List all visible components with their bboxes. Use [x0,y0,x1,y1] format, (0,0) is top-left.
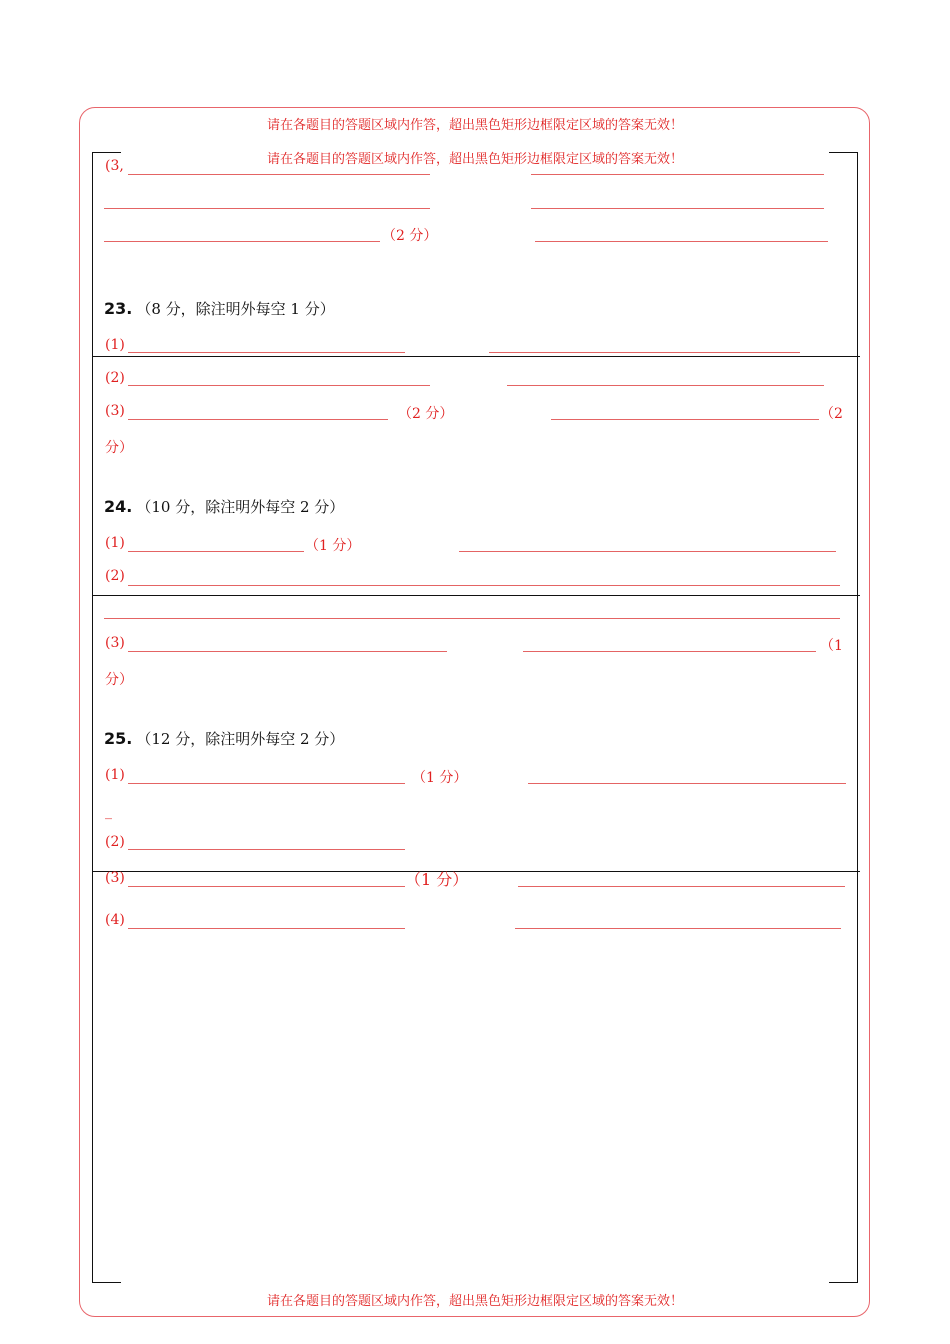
q24-score-3-close: 分） [105,672,133,688]
answer-line[interactable] [128,174,430,175]
answer-line[interactable] [515,928,841,929]
q22-label-3: (3, [105,158,124,174]
answer-region-frame [79,107,870,1317]
q25-label-4: (4) [105,912,125,928]
box-left-edge [92,152,93,1283]
box-bottom-right-corner [829,1282,858,1283]
warning-second: 请在各题目的答题区域内作答，超出黑色矩形边框限定区域的答案无效！ [266,152,683,167]
q24-score-3-open: （1 [820,638,843,654]
q25-label-1: (1) [105,767,125,783]
q23-label-2: (2) [105,370,125,386]
box-bottom-left-corner [92,1282,121,1283]
q25-score-3: （1 分） [405,870,469,889]
answer-line[interactable] [459,551,836,552]
answer-line[interactable] [104,618,840,619]
answer-line[interactable] [128,886,405,887]
answer-line[interactable] [551,419,819,420]
answer-line[interactable] [128,419,388,420]
q23-score-3b-open: （2 [820,406,843,422]
region-divider-3 [92,871,860,872]
answer-line[interactable] [128,585,840,586]
answer-line[interactable] [531,208,824,209]
q24-score-1: （1 分） [305,538,361,554]
q24-label-3: (3) [105,635,125,651]
q24-heading [104,496,344,517]
q25-label-2: (2) [105,834,125,850]
answer-line[interactable] [489,352,800,353]
q25-dash: _ [105,804,112,820]
answer-line[interactable] [507,385,824,386]
answer-line[interactable] [128,849,405,850]
warning-top: 请在各题目的答题区域内作答，超出黑色矩形边框限定区域的答案无效！ [266,118,683,133]
q25-number: 25. [104,729,133,748]
answer-line[interactable] [535,241,828,242]
answer-line[interactable] [104,208,430,209]
q25-note: （12 分，除注明外每空 2 分） [136,730,345,748]
answer-line[interactable] [128,551,304,552]
answer-line[interactable] [518,886,845,887]
answer-line[interactable] [523,651,816,652]
answer-line[interactable] [128,928,405,929]
q23-score-3b-close: 分） [105,440,133,456]
answer-line[interactable] [128,783,405,784]
answer-line[interactable] [104,241,380,242]
box-top-right-corner [829,152,858,153]
box-right-edge [857,152,858,1283]
q23-number: 23. [104,299,133,318]
q23-score-3a: （2 分） [398,406,454,422]
answer-line[interactable] [128,385,430,386]
region-divider-2 [92,595,860,596]
q23-label-3: (3) [105,403,125,419]
q25-score-1: （1 分） [412,770,468,786]
answer-line[interactable] [128,651,447,652]
q24-label-2: (2) [105,568,125,584]
q25-label-3: (3) [105,870,125,886]
q23-label-1: (1) [105,337,125,353]
q23-heading [104,298,335,319]
warning-bottom: 请在各题目的答题区域内作答，超出黑色矩形边框限定区域的答案无效！ [266,1294,683,1309]
q24-note: （10 分，除注明外每空 2 分） [136,498,345,516]
q24-number: 24. [104,497,133,516]
q23-note: （8 分，除注明外每空 1 分） [136,300,335,318]
box-top-left-corner [92,152,121,153]
answer-line[interactable] [128,352,405,353]
q25-heading [104,728,344,749]
q22-score: （2 分） [382,228,438,244]
answer-line[interactable] [528,783,846,784]
region-divider-1 [92,356,860,357]
answer-line[interactable] [531,174,824,175]
q24-label-1: (1) [105,535,125,551]
